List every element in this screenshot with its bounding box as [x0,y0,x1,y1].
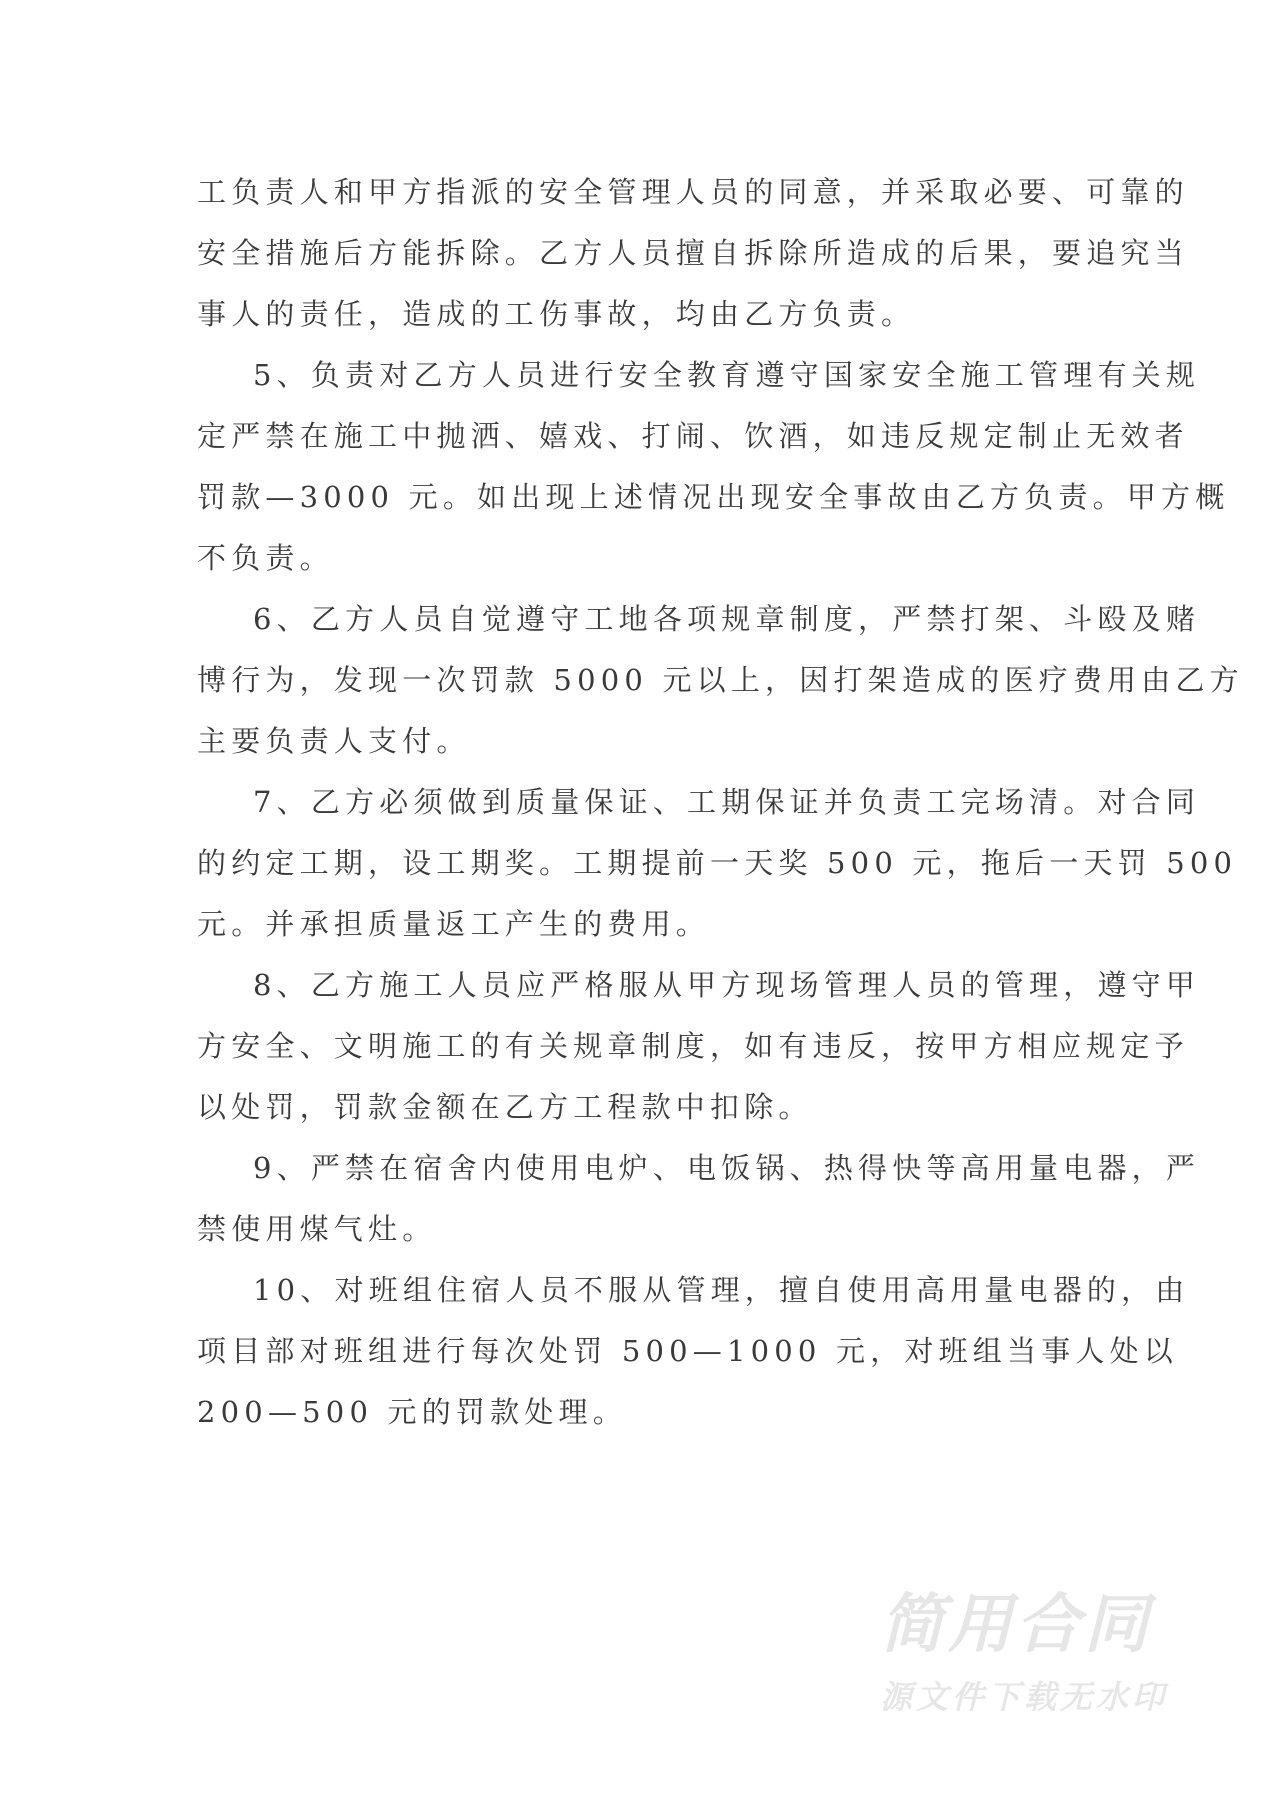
clause-6-line: 6、乙方人员自觉遵守工地各项规章制度，严禁打架、斗殴及赌 [253,602,1201,636]
paragraph-line: 定严禁在施工中抛洒、嬉戏、打闹、饮酒，如违反规定制止无效者 [197,419,1189,453]
paragraph-line: 200—500 元的罚款处理。 [197,1395,627,1429]
paragraph-line: 的约定工期，设工期奖。工期提前一天奖 500 元，拖后一天罚 500 [197,846,1238,880]
paragraph-line: 事人的责任，造成的工伤事故，均由乙方负责。 [197,297,916,331]
clause-10-line: 10、对班组住宿人员不服从管理，擅自使用高用量电器的，由 [253,1273,1190,1307]
watermark-title: 简用合同 [880,1588,1152,1662]
clause-8-line: 8、乙方施工人员应严格服从甲方现场管理人员的管理，遵守甲 [253,968,1201,1002]
paragraph-line: 不负责。 [197,541,334,575]
watermark-subtitle: 源文件下载无水印 [880,1678,1169,1716]
paragraph-line: 主要负责人支付。 [197,724,471,758]
paragraph-line: 项目部对班组进行每次处罚 500—1000 元，对班组当事人处以 [197,1334,1178,1368]
paragraph-line: 以处罚，罚款金额在乙方工程款中扣除。 [197,1090,813,1124]
paragraph-line: 安全措施后方能拆除。乙方人员擅自拆除所造成的后果，要追究当 [197,236,1189,270]
paragraph-line: 禁使用煤气灶。 [197,1212,437,1246]
paragraph-line: 博行为，发现一次罚款 5000 元以上，因打架造成的医疗费用由乙方 [197,663,1244,697]
paragraph-line: 方安全、文明施工的有关规章制度，如有违反，按甲方相应规定予 [197,1029,1189,1063]
paragraph-line: 工负责人和甲方指派的安全管理人员的同意，并采取必要、可靠的 [197,175,1189,209]
clause-7-line: 7、乙方必须做到质量保证、工期保证并负责工完场清。对合同 [253,785,1201,819]
watermark [880,1585,1200,1719]
paragraph-line: 罚款—3000 元。如出现上述情况出现安全事故由乙方负责。甲方概 [197,480,1230,514]
clause-5-line: 5、负责对乙方人员进行安全教育遵守国家安全施工管理有关规 [253,358,1201,392]
clause-9-line: 9、严禁在宿舍内使用电炉、电饭锅、热得快等高用量电器，严 [253,1151,1201,1185]
paragraph-line: 元。并承担质量返工产生的费用。 [197,907,711,941]
